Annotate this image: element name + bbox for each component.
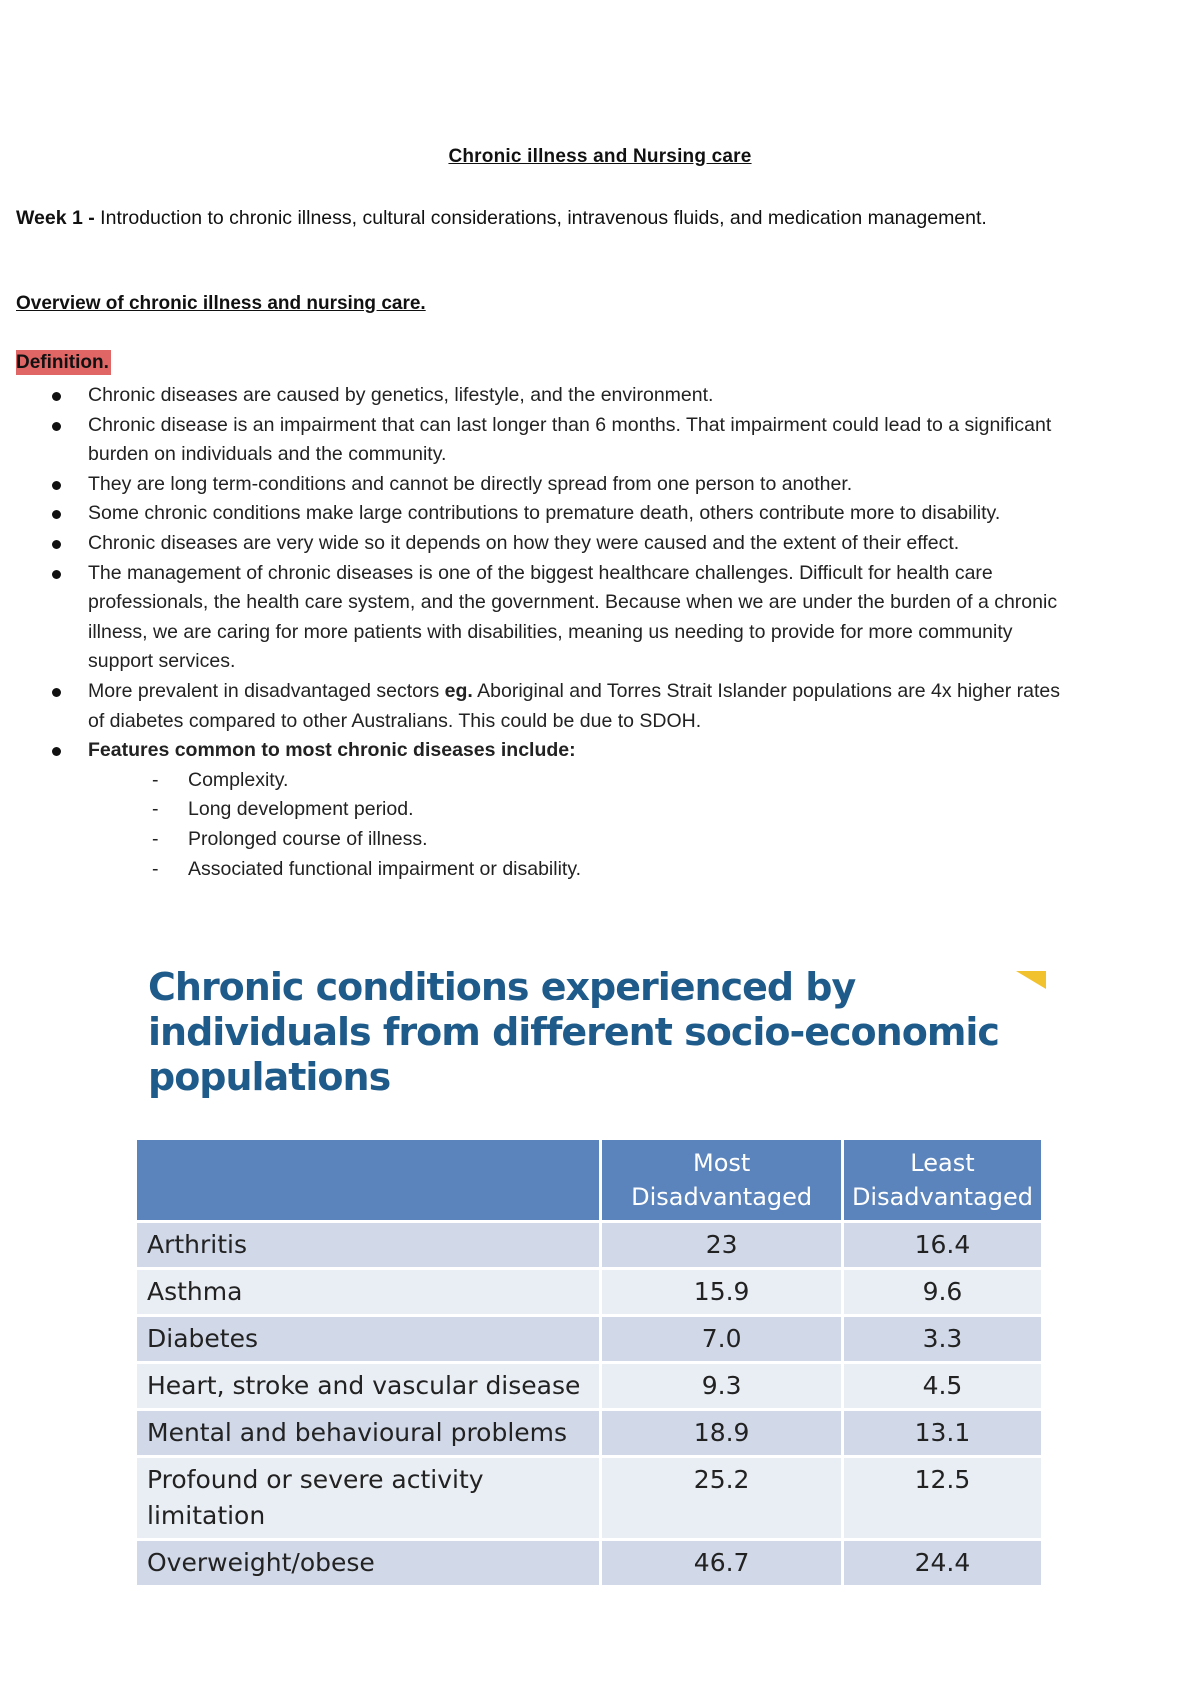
list-item: Some chronic conditions make large contributions to premature death, others contribute more to disability. bbox=[0, 499, 1060, 529]
list-item: The management of chronic diseases is one of the biggest healthcare challenges. Difficult for health care professionals, the health care system, and the government. Because when we are under the burden of a chronic illness, we are caring for more patients with disabilities, meaning us needing to provide for more community support services. bbox=[0, 559, 1060, 677]
sublist-item: - Long development period. bbox=[88, 795, 1060, 825]
least-value-cell: 12.5 bbox=[842, 1457, 1042, 1540]
bullet-dot-icon bbox=[52, 747, 61, 756]
week-label: Week 1 - bbox=[16, 207, 95, 229]
most-value-cell: 9.3 bbox=[601, 1363, 843, 1410]
definition-bullet-list bbox=[0, 381, 1060, 884]
bullet-dot-icon bbox=[52, 392, 61, 401]
bullet-dot-icon bbox=[52, 481, 61, 490]
least-value-cell: 16.4 bbox=[842, 1222, 1042, 1269]
table-row bbox=[136, 1316, 1043, 1363]
dash-icon: - bbox=[152, 827, 159, 850]
list-item: Chronic diseases are very wide so it depends on how they were caused and the extent of their effect. bbox=[0, 529, 1060, 559]
table-row bbox=[136, 1363, 1043, 1410]
dash-icon: - bbox=[152, 857, 159, 880]
table-row bbox=[136, 1410, 1043, 1457]
condition-cell: Asthma bbox=[136, 1269, 601, 1316]
dash-icon: - bbox=[152, 798, 159, 821]
least-value-cell: 13.1 bbox=[842, 1410, 1042, 1457]
features-heading: Features common to most chronic diseases include: bbox=[88, 739, 576, 762]
list-item-prevalence: More prevalent in disadvantaged sectors eg. Aboriginal and Torres Strait Islander populations are 4x higher rates of diabetes compared to other Australians. This could be due to SDOH. bbox=[0, 677, 1060, 736]
bullet-dot-icon bbox=[52, 422, 61, 431]
condition-cell: Profound or severe activity limitation bbox=[136, 1457, 601, 1540]
corner-triangle-icon bbox=[1016, 971, 1046, 989]
features-sublist bbox=[88, 766, 1060, 884]
least-value-cell: 3.3 bbox=[842, 1316, 1042, 1363]
least-value-cell: 9.6 bbox=[842, 1269, 1042, 1316]
list-item: They are long term-conditions and cannot be directly spread from one person to another. bbox=[0, 470, 1060, 500]
column-header-least: Least Disadvantaged bbox=[842, 1139, 1042, 1222]
socioeconomic-table bbox=[134, 1137, 1044, 1588]
embedded-slide bbox=[132, 965, 1052, 1585]
column-header-most: Most Disadvantaged bbox=[601, 1139, 843, 1222]
list-item-features bbox=[0, 736, 1060, 884]
slide-title: Chronic conditions experienced by individuals from different socio-economic populations bbox=[148, 965, 999, 1099]
most-value-cell: 7.0 bbox=[601, 1316, 843, 1363]
condition-cell: Mental and behavioural problems bbox=[136, 1410, 601, 1457]
least-value-cell: 4.5 bbox=[842, 1363, 1042, 1410]
most-value-cell: 23 bbox=[601, 1222, 843, 1269]
condition-cell: Arthritis bbox=[136, 1222, 601, 1269]
bullet-dot-icon bbox=[52, 570, 61, 579]
list-item: Chronic diseases are caused by genetics, lifestyle, and the environment. bbox=[0, 381, 1060, 411]
document-title: Chronic illness and Nursing care bbox=[448, 146, 752, 167]
condition-cell: Overweight/obese bbox=[136, 1540, 601, 1587]
sublist-item: - Prolonged course of illness. bbox=[88, 825, 1060, 855]
most-value-cell: 46.7 bbox=[601, 1540, 843, 1587]
table-row bbox=[136, 1269, 1043, 1316]
week-intro bbox=[16, 203, 1026, 233]
table-row bbox=[136, 1540, 1043, 1587]
overview-heading: Overview of chronic illness and nursing care. bbox=[16, 293, 426, 314]
table-row bbox=[136, 1222, 1043, 1269]
most-value-cell: 25.2 bbox=[601, 1457, 843, 1540]
table-row bbox=[136, 1457, 1043, 1540]
most-value-cell: 15.9 bbox=[601, 1269, 843, 1316]
least-value-cell: 24.4 bbox=[842, 1540, 1042, 1587]
sublist-item: - Associated functional impairment or disability. bbox=[88, 855, 1060, 885]
bullet-dot-icon bbox=[52, 510, 61, 519]
week-text: Introduction to chronic illness, cultural considerations, intravenous fluids, and medication management. bbox=[94, 207, 987, 229]
condition-cell: Heart, stroke and vascular disease bbox=[136, 1363, 601, 1410]
list-item: Chronic disease is an impairment that can last longer than 6 months. That impairment could lead to a significant burden on individuals and the community. bbox=[0, 411, 1060, 470]
bullet-dot-icon bbox=[52, 688, 61, 697]
condition-cell: Diabetes bbox=[136, 1316, 601, 1363]
definition-label: Definition. bbox=[16, 352, 109, 373]
sublist-item: - Complexity. bbox=[88, 766, 1060, 796]
bullet-dot-icon bbox=[52, 540, 61, 549]
dash-icon: - bbox=[152, 768, 159, 791]
table-header-row bbox=[136, 1139, 1043, 1222]
most-value-cell: 18.9 bbox=[601, 1410, 843, 1457]
column-header-condition bbox=[136, 1139, 601, 1222]
